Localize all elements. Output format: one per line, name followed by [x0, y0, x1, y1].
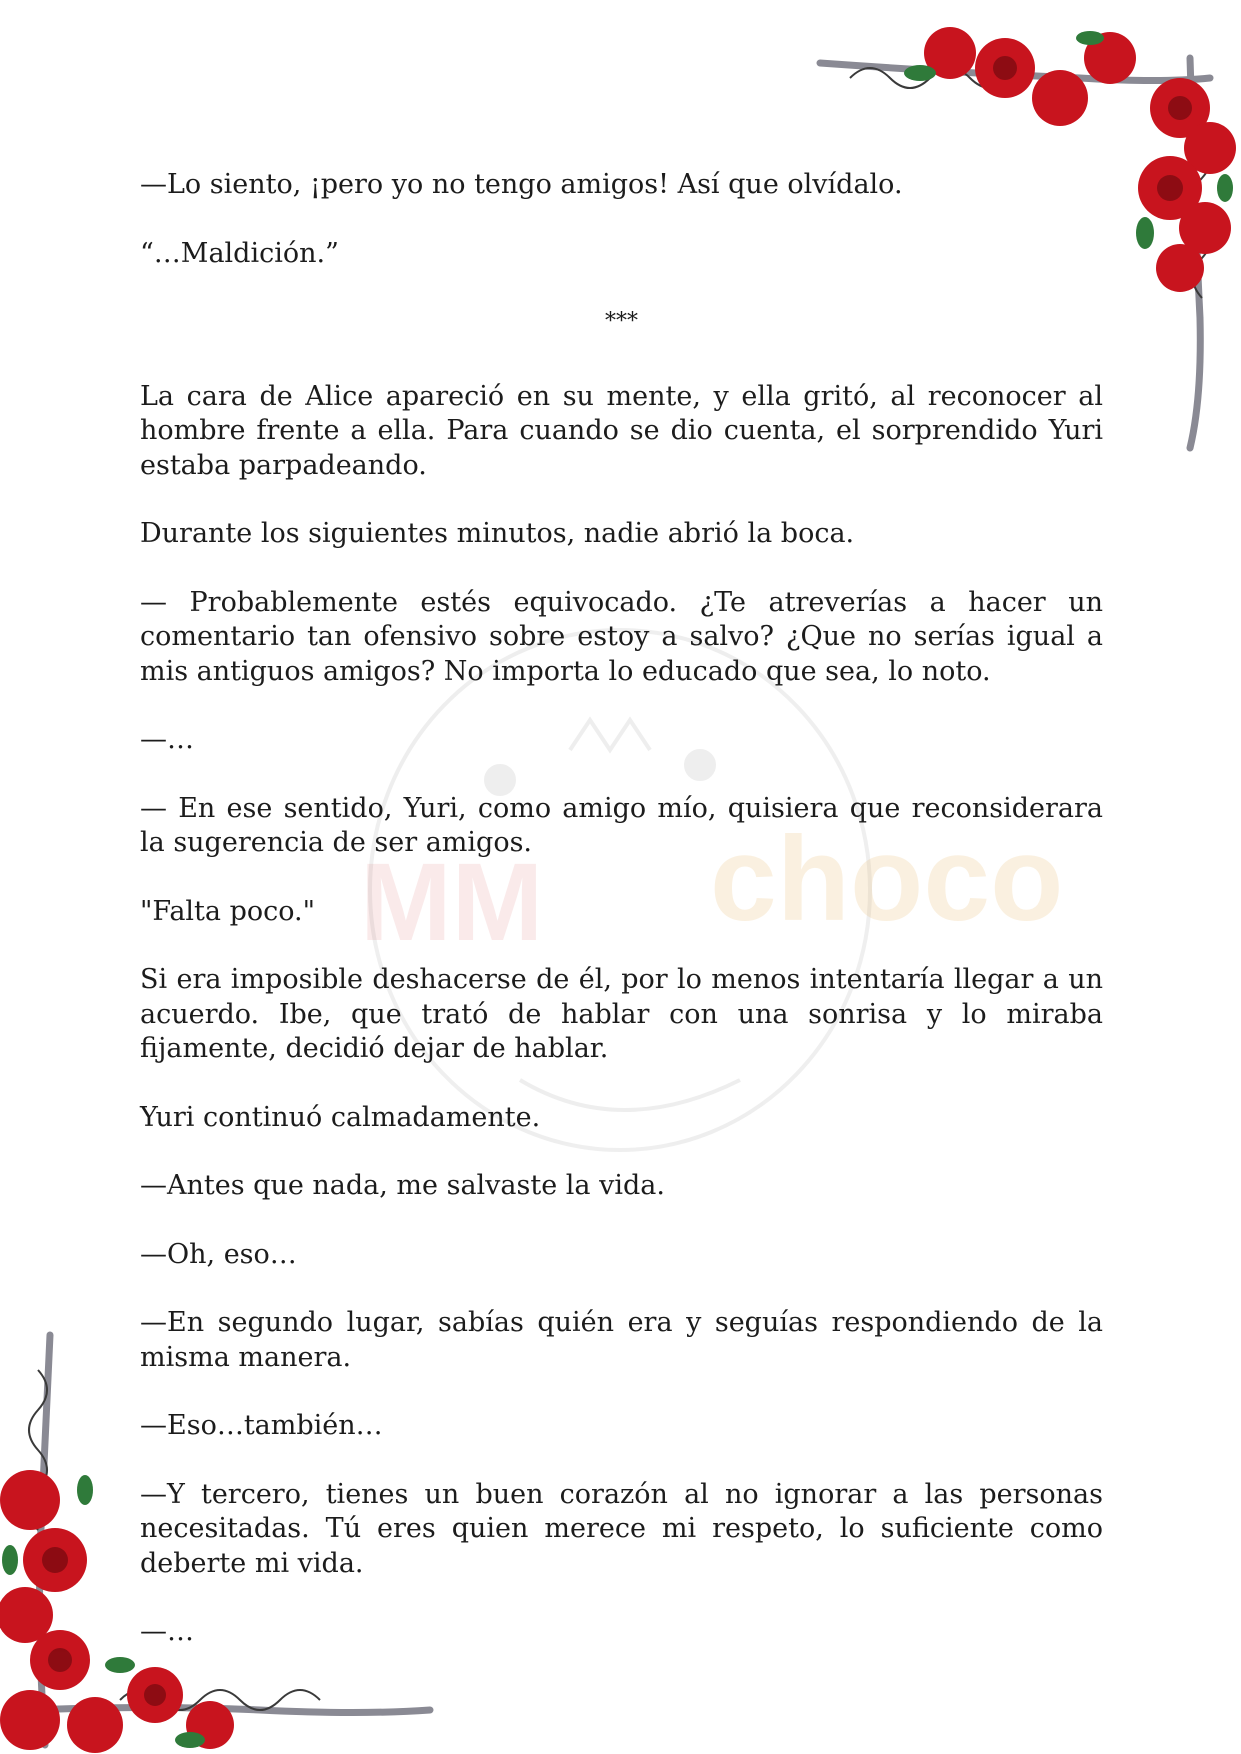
paragraph: — Probablemente estés equivocado. ¿Te atreverías a hacer un comentario tan ofensivo sobre estoy a salvo? ¿Que no serías igual a mis antiguos amigos? No importa lo educado que sea, lo noto. — [140, 586, 1103, 687]
paragraph: —Eso…también… — [140, 1410, 383, 1441]
paragraph: —… — [140, 1616, 194, 1647]
paragraph: La cara de Alice apareció en su mente, y ella gritó, al reconocer al hombre frente a ella. Para cuando se dio cuenta, el sorprendido Yuri estaba parpadeando. — [140, 380, 1103, 481]
paragraph: —En segundo lugar, sabías quién era y seguías respondiendo de la misma manera. — [140, 1307, 1103, 1373]
paragraph: “…Maldición.” — [140, 237, 339, 269]
scene-separator: *** — [605, 309, 638, 334]
paragraph: Yuri continuó calmadamente. — [140, 1101, 541, 1133]
paragraph: —Antes que nada, me salvaste la vida. — [140, 1170, 665, 1201]
paragraph: —Lo siento, ¡pero yo no tengo amigos! Así que olvídalo. — [140, 169, 903, 200]
story-text — [140, 168, 1103, 1684]
svg-text:MM: MM — [360, 841, 544, 964]
paragraph: Si era imposible deshacerse de él, por lo menos intentaría llegar a un acuerdo. Ibe, que trató de hablar con una sonrisa y lo miraba fijamente, decidió dejar de hablar. — [140, 964, 1103, 1064]
watermark-text: choco — [710, 812, 1064, 946]
paragraph: "Falta poco." — [140, 895, 316, 927]
paragraph: — En ese sentido, Yuri, como amigo mío, quisiera que reconsiderara la sugerencia de ser amigos. — [140, 792, 1103, 858]
paragraph: —Oh, eso… — [140, 1238, 297, 1270]
paragraph: —… — [140, 724, 194, 755]
paragraph: —Y tercero, tienes un buen corazón al no ignorar a las personas necesitadas. Tú eres quien merece mi respeto, lo suficiente como deberte mi vida. — [140, 1478, 1103, 1579]
paragraph: Durante los siguientes minutos, nadie abrió la boca. — [140, 518, 855, 549]
